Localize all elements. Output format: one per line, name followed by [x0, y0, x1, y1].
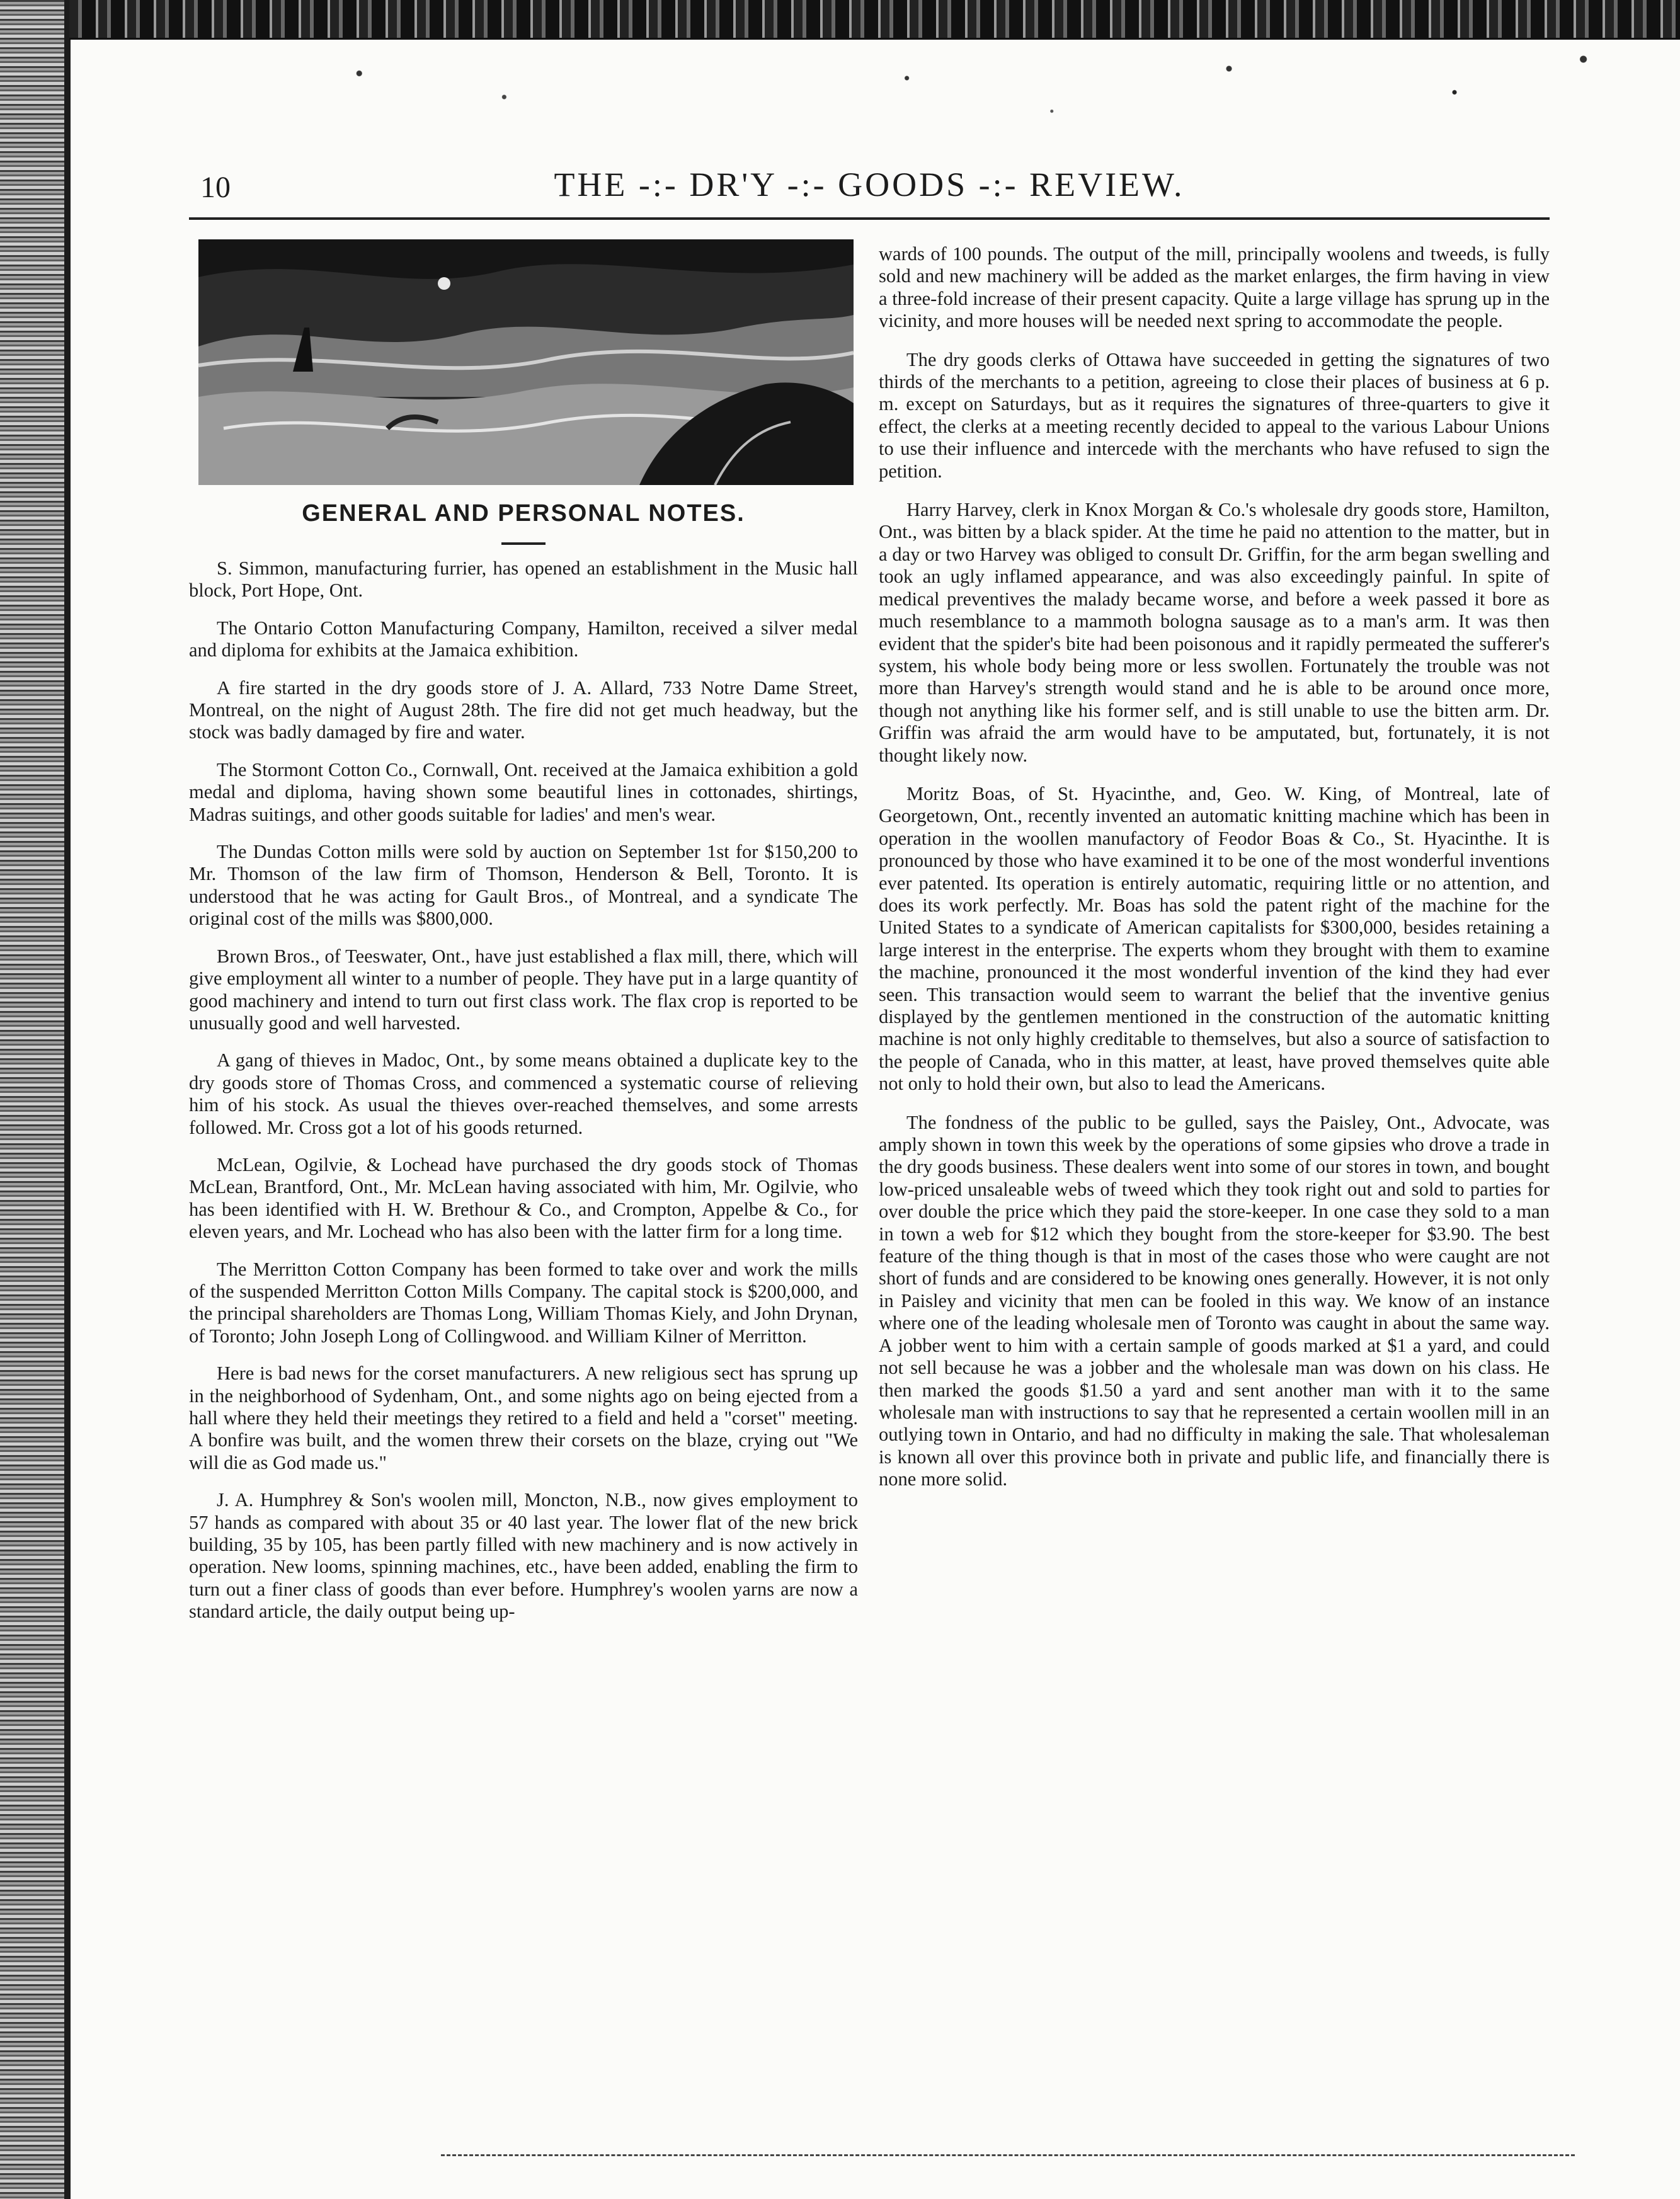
- engraving-illustration: [198, 239, 854, 485]
- engraving-landscape-icon: [198, 239, 854, 485]
- news-item: The Ontario Cotton Manufacturing Company, Hamilton, received a silver medal and diploma for exhibits at the Jamaica exhibition.: [189, 617, 858, 661]
- heading-rule: [501, 542, 546, 545]
- news-item: A gang of thieves in Madoc, Ont., by some means obtained a duplicate key to the dry goods store of Thomas Cross, and commenced a systematic course of relieving him of his stock. As usual the thieves over-reached themselves, and some arrests followed. Mr. Cross got a lot of his goods returned.: [189, 1049, 858, 1138]
- page-number: 10: [200, 171, 231, 204]
- section-heading: GENERAL AND PERSONAL NOTES.: [302, 500, 745, 527]
- scan-top-edge: [69, 0, 1680, 40]
- news-item: Moritz Boas, of St. Hyacinthe, and, Geo. W. King, of Montreal, late of Georgetown, Ont., recently invented an automatic knitting machine which has been in operation in the woollen manufactory of Feodor Boas & Co., St. Hyacinthe. It is pronounced by those who have examined it to be one of the most wonderful inventions ever patented. Its operation is entirely automatic, requiring little or no attention, and does its work perfectly. Mr. Boas has sold the patent right of the machine for the United States to a syndicate of American capitalists for $300,000, besides retaining a large interest in the enterprise. The experts whom they brought with them to examine the machine, pronounced it the most wonderful invention of the kind they had ever seen. This transaction would seem to warrant the belief that the inventive genius displayed by the gentlemen mentioned in the construction of the automatic knitting machine is not only highly creditable to themselves, but also a source of satisfaction to the people of Canada, who in this matter, at least, have proved themselves quite able not only to hold their own, but also to lead the Americans.: [879, 782, 1550, 1095]
- news-item: Harry Harvey, clerk in Knox Morgan & Co.'s wholesale dry goods store, Hamilton, Ont., was bitten by a black spider. At the time he paid no attention to the matter, but in a day or two Harvey was obliged to consult Dr. Griffin, for the arm began swelling and took an ugly inflamed appearance, and was also exceedingly painful. In spite of medical preventives the malady became worse, and before a week passed it bore as much resemblance to a mammoth bologna sausage as to a man's arm. It was then evident that the spider's bite had been poisonous and it rapidly permeated the sufferer's system, his whole body being more or less swollen. Fortunately the trouble was not more than Harvey's strength would stand and he is able to be around once more, though not anything like his former self, and is still unable to use the bitten arm. Dr. Griffin was afraid the arm would have to be amputated, but, fortunately, it is not thought likely now.: [879, 499, 1550, 766]
- scan-bottom-marks: [441, 2142, 1575, 2156]
- news-item: The Stormont Cotton Co., Cornwall, Ont. received at the Jamaica exhibition a gold medal and diploma, having shown some beautiful lines in cottonades, shirtings, Madras suitings, and other goods suitable for ladies' and men's wear.: [189, 758, 858, 825]
- journal-title: THE -:- DR'Y -:- GOODS -:- REVIEW.: [554, 166, 1185, 203]
- news-item: The Merritton Cotton Company has been formed to take over and work the mills of the suspended Merritton Cotton Mills Company. The capital stock is $200,000, and the principal shareholders are Thomas Long, William Thomas Kiely, and John Drynan, of Toronto; John Joseph Long of Collingwood. and William Kilner of Merritton.: [189, 1258, 858, 1347]
- scan-speckle: [69, 40, 1680, 135]
- news-item: S. Simmon, manufacturing furrier, has opened an establishment in the Music hall block, Port Hope, Ont.: [189, 557, 858, 602]
- news-item: A fire started in the dry goods store of J. A. Allard, 733 Notre Dame Street, Montreal, on the night of August 28th. The fire did not get much headway, but the stock was badly damaged by fire and water.: [189, 677, 858, 743]
- left-column: [189, 239, 858, 1638]
- news-item: Brown Bros., of Teeswater, Ont., have just established a flax mill, there, which will give employment all winter to a number of people. They have put in a large quantity of good machinery and intend to turn out first class work. The flax crop is reported to be unusually good and well harvested.: [189, 945, 858, 1034]
- scan-left-edge: [0, 0, 71, 2199]
- news-item: The Dundas Cotton mills were sold by auction on September 1st for $150,200 to Mr. Thomson of the law firm of Thomson, Henderson & Bell, Toronto. It is understood that he was acting for Gault Bros., of Montreal, and a syndicate The original cost of the mills was $800,000.: [189, 841, 858, 930]
- page-header: [189, 165, 1550, 215]
- header-rule: [189, 217, 1550, 220]
- news-item: J. A. Humphrey & Son's woolen mill, Moncton, N.B., now gives employment to 57 hands as compared with about 35 or 40 last year. The lower flat of the new brick building, 35 by 105, has been partly filled with new machinery and is now actively in operation. New looms, spinning machines, etc., have been added, enabling the firm to turn out a finer class of goods than ever before. Humphrey's woolen yarns are now a standard article, the daily output being up-: [189, 1489, 858, 1623]
- news-item: The dry goods clerks of Ottawa have succeeded in getting the signatures of two thirds of the merchants to a petition, agreeing to close their places of business at 6 p. m. except on Saturdays, but as it requires the signatures of three-quarters to give it effect, the clerks at a meeting recently decided to appeal to the various Labour Unions to use their influence and intercede with the merchants who have refused to sign the petition.: [879, 348, 1550, 482]
- news-item: The fondness of the public to be gulled, says the Paisley, Ont., Advocate, was amply shown in town this week by the operations of some gipsies who drove a trade in the dry goods business. These dealers went into some of our stores in town, and bought low-priced unsaleable webs of tweed which they took right out and sold to parties for over double the price which they paid the store-keeper. In one case they sold to a man in town a web for $12 which they bought from the store-keeper for $3.90. The best feature of the thing though is that in most of the cases those who were caught are not short of funds and are considered to be knowing ones generally. However, it is not only in Paisley and vicinity that men can be fooled in this way. We know of an instance where one of the leading wholesale men of Toronto was caught in about the same way. A jobber went to him with a certain sample of goods marked at $1 a yard, and could not sell because he was a jobber and the wholesale man was down on his class. He then marked the goods $1.50 a yard and sent another man with it to the same wholesale man with instructions to say that he represented a certain woollen mill in an outlying town in Ontario, and had no difficulty in making the sale. That wholesaleman is known all over this province both in private and public life, and financially there is none more solid.: [879, 1111, 1550, 1490]
- news-item: McLean, Ogilvie, & Lochead have purchased the dry goods stock of Thomas McLean, Brantford, Ont., Mr. McLean having associated with him, Mr. Ogilvie, who has been identified with H. W. Brethour & Co., and Crompton, Appelbe & Co., for eleven years, and Mr. Lochead who has also been with the latter firm for a long time.: [189, 1153, 858, 1243]
- right-column: [879, 243, 1550, 1507]
- news-item-continued: wards of 100 pounds. The output of the mill, principally woolens and tweeds, is fully sold and new machinery will be added as the market enlarges, the firm having in view a three-fold increase of their present capacity. Quite a large village has sprung up in the vicinity, and more houses will be needed next spring to accommodate the people.: [879, 243, 1550, 332]
- news-item: Here is bad news for the corset manufacturers. A new religious sect has sprung up in the neighborhood of Sydenham, Ont., and some nights ago on being ejected from a hall where they held their meetings they retired to a field and held a "corset" meeting. A bonfire was built, and the women threw their corsets on the blaze, crying out "We will die as God made us.": [189, 1362, 858, 1473]
